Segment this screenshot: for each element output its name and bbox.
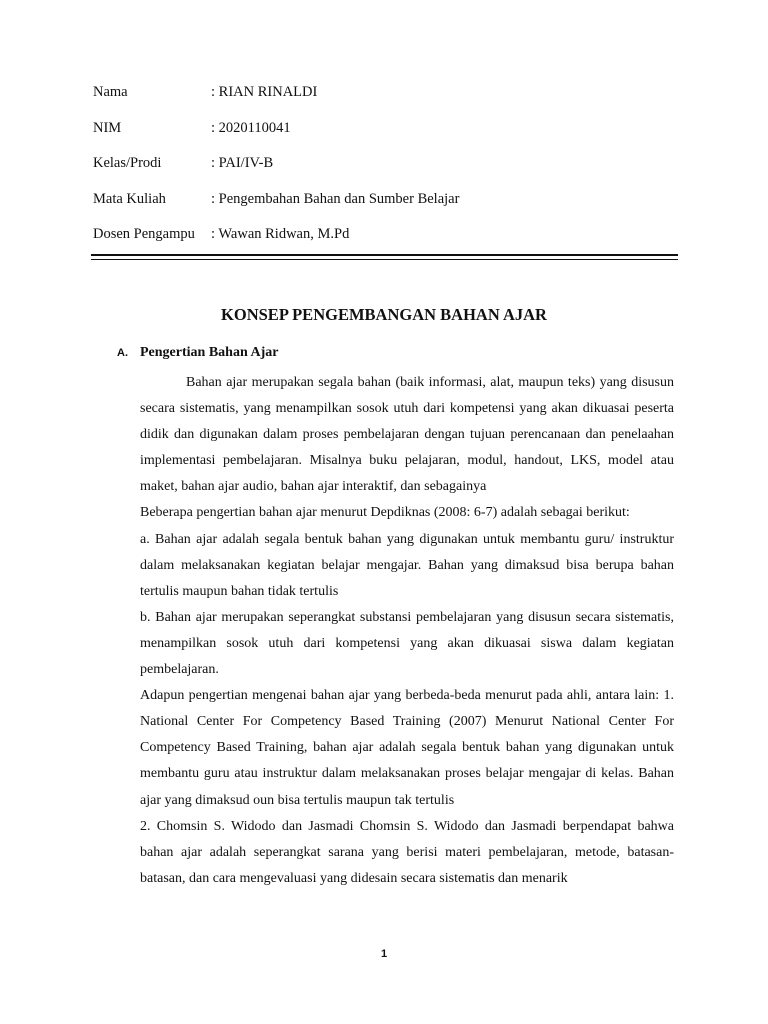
section-letter: A.	[117, 347, 128, 359]
info-label: Dosen Pengampu	[93, 226, 195, 242]
paragraph: a. Bahan ajar adalah segala bentuk bahan yang digunakan untuk membantu guru/ instruktur dalam melaksanakan kegiatan belajar mengajar. Bahan yang dimaksud bisa berupa bahan tertulis maupun bahan tidak tertulis	[140, 531, 674, 599]
paragraph: Bahan ajar merupakan segala bahan (baik informasi, alat, maupun teks) yang disusun secara sistematis, yang menampilkan sosok utuh dari kompetensi yang akan dikuasai peserta didik dan digunakan dalam proses pembelajaran dengan tujuan perencanaan dan penelaahan implementasi pembelajaran. Misalnya buku pelajaran, modul, handout, LKS, model atau maket, bahan ajar audio, bahan ajar interaktif, dan sebagainya	[140, 375, 674, 495]
info-value: : Wawan Ridwan, M.Pd	[211, 226, 350, 242]
info-value: : RIAN RINALDI	[211, 84, 318, 100]
section-title: Pengertian Bahan Ajar	[140, 345, 279, 360]
info-value: : 2020110041	[211, 119, 291, 136]
header-divider-thick	[91, 254, 678, 256]
body-text	[140, 370, 674, 892]
info-row-nama	[93, 84, 459, 120]
info-label: Mata Kuliah	[93, 190, 166, 207]
info-row-dosen	[93, 226, 459, 262]
paragraph: b. Bahan ajar merupakan seperangkat substansi pembelajaran yang disusun secara sistematis, menampilkan sosok utuh dari kompetensi yang akan dikuasai siswa dalam kegiatan pembelajaran.	[140, 609, 674, 678]
info-label: Nama	[93, 84, 128, 100]
header-divider-thin	[91, 259, 678, 260]
section-heading	[117, 345, 278, 361]
info-row-nim	[93, 120, 459, 156]
paragraph: Beberapa pengertian bahan ajar menurut Depdiknas (2008: 6-7) adalah sebagai berikut:	[140, 505, 630, 521]
info-label: Kelas/Prodi	[93, 155, 162, 171]
student-info	[93, 84, 459, 262]
paragraph: Adapun pengertian mengenai bahan ajar yang berbeda-beda menurut pada ahli, antara lain: 1. National Center For Competency Based Training (2007) Menurut National Center For Competency Based Training, bahan ajar adalah segala bentuk bahan yang digunakan untuk membantu guru atau instruktur dalam melaksanakan proses belajar mengajar di kelas. Bahan ajar yang dimaksud oun bisa tertulis maupun tak tertulis	[140, 688, 674, 808]
paragraph: 2. Chomsin S. Widodo dan Jasmadi Chomsin S. Widodo dan Jasmadi berpendapat bahwa bahan ajar adalah seperangkat sarana yang berisi materi pembelajaran, metode, batasan-batasan, dan cara mengevaluasi yang didesain secara sistematis dan menarik	[140, 818, 674, 886]
info-value: : Pengembahan Bahan dan Sumber Belajar	[211, 190, 460, 207]
document-title: KONSEP PENGEMBANGAN BAHAN AJAR	[221, 305, 547, 324]
info-row-mata-kuliah	[93, 191, 459, 227]
info-label: NIM	[93, 119, 122, 136]
info-value: : PAI/IV-B	[211, 155, 274, 171]
info-row-kelas	[93, 155, 459, 191]
page-number: 1	[380, 948, 388, 960]
